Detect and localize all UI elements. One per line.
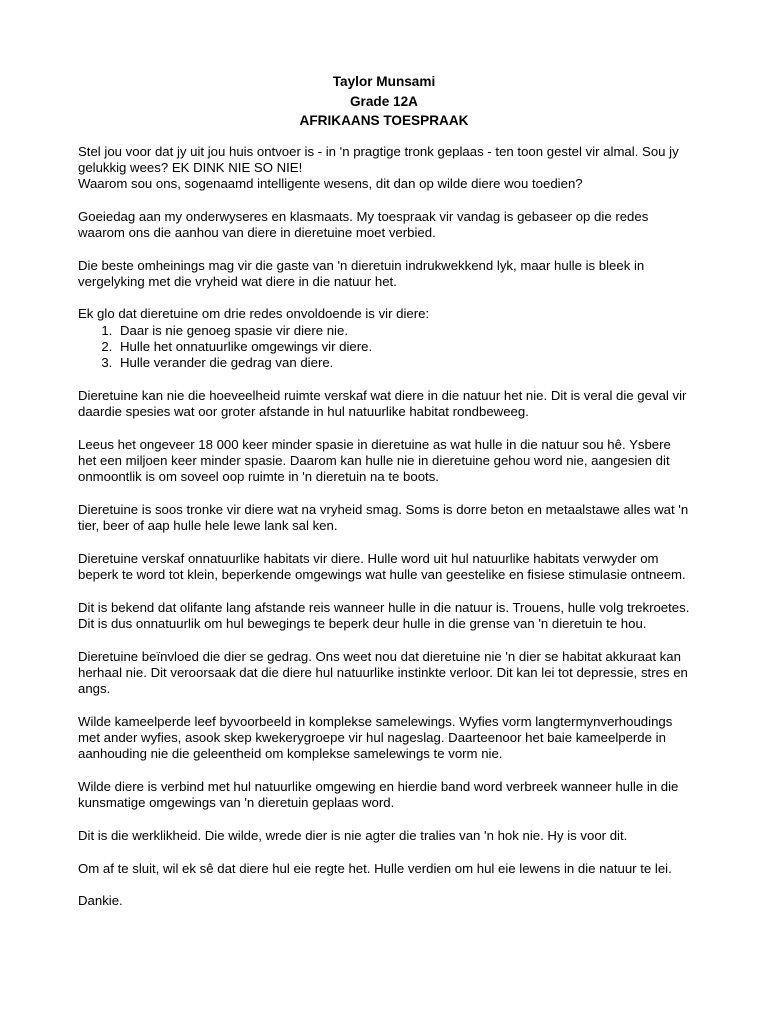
speech-title: AFRIKAANS TOESPRAAK bbox=[299, 113, 469, 128]
paragraph-bond: Wilde diere is verbind met hul natuurlike omgewing en hierdie band word verbreek wanneer hulle in die kunsmatige omgewings van 'n dieretuin geplaas word. bbox=[78, 779, 679, 811]
paragraph-prisons: Dieretuine is soos tronke vir diere wat na vryheid smag. Soms is dorre beton en metaalstawe alles wat 'n tier, beer of aap hulle hele lewe lank sal ken. bbox=[78, 502, 689, 534]
reason-item: 1. Daar is nie genoeg spasie vir diere nie. bbox=[116, 323, 690, 339]
grade-label: Grade 12A bbox=[349, 93, 418, 109]
intro-line-1: Stel jou voor dat jy uit jou huis ontvoer is - in 'n pragtige tronk geplaas - ten toon gestel vir almal. Sou jy gelukkig wees? EK DINK NIE SO NIE! bbox=[78, 143, 679, 175]
reasons-list bbox=[78, 323, 690, 372]
author-name: Taylor Munsami bbox=[332, 74, 436, 89]
intro-line-2: Waarom sou ons, sogenaamd intelligente wesens, dit dan op wilde diere wou toedien? bbox=[78, 176, 583, 192]
reason-item: 2. Hulle het onnatuurlike omgewings vir diere. bbox=[116, 339, 690, 355]
paragraph-habitats: Dieretuine verskaf onnatuurlike habitats vir diere. Hulle word uit hul natuurlike habitats verwyder om beperk te word tot klein, beperkende omgewings wat hulle van geestelike en fisiese stimulasie ontneem. bbox=[78, 550, 686, 583]
reason-item: 3. Hulle verander die gedrag van diere. bbox=[116, 355, 690, 371]
paragraph-space: Dieretuine kan nie die hoeveelheid ruimte verskaf wat diere in die natuur het nie. Dit is veral die geval vir daardie spesies wat oor groter afstande in hul natuurlike habitat rondbeweeg. bbox=[78, 387, 687, 420]
paragraph-enclosures: Die beste omheinings mag vir die gaste van 'n dieretuin indrukwekkend lyk, maar hulle is bleek in vergelyking met die vryheid wat diere in die natuur het. bbox=[78, 257, 645, 289]
intro-paragraph bbox=[78, 144, 690, 193]
document-header bbox=[78, 72, 690, 131]
paragraph-greeting: Goeiedag aan my onderwyseres en klasmaats. My toespraak vir vandag is gebaseer op die redes waarom ons die aanhou van diere in dieretuine moet verbied. bbox=[78, 208, 649, 240]
paragraph-giraffes: Wilde kameelperde leef byvoorbeeld in komplekse samelewings. Wyfies vorm langtermynverhoudings met ander wyfies, asook skep kwekerygroepe vir hul nageslag. Daarteenoor het baie kameelperde in aanhouding nie die geleentheid om komplekse samelewings te vorm nie. bbox=[78, 713, 673, 762]
paragraph-elephants: Dit is bekend dat olifante lang afstande reis wanneer hulle in die natuur is. Trouens, hulle volg trekroetes. Dit is dus onnatuurlik om hul bewegings te beperk deur hulle in die grense van 'n dieretuin te hou. bbox=[78, 599, 690, 632]
reasons-intro: Ek glo dat dieretuine om drie redes onvoldoende is vir diere: bbox=[78, 306, 430, 322]
paragraph-behaviour: Dieretuine beïnvloed die dier se gedrag. Ons weet nou dat dieretuine nie 'n dier se habitat akkuraat kan herhaal nie. Dit veroorsaak dat die diere hul natuurlike instinkte verloor. Dit kan lei tot depressie, stres en angs. bbox=[78, 648, 688, 697]
paragraph-conclusion: Om af te sluit, wil ek sê dat diere hul eie regte het. Hulle verdien om hul eie lewens in die natuur te lei. bbox=[78, 860, 672, 876]
paragraph-lions: Leeus het ongeveer 18 000 keer minder spasie in dieretuine as wat hulle in die natuur sou hê. Ysbere het een miljoen keer minder spasie. Daarom kan hulle nie in dieretuine gehou word nie, aangesien dit onmoontlik is om soveel oop ruimte in 'n dieretuin na te boots. bbox=[78, 436, 671, 485]
paragraph-reality: Dit is die werklikheid. Die wilde, wrede dier is nie agter die tralies van 'n hok nie. Hy is voor dit. bbox=[78, 827, 628, 843]
paragraph-thanks: Dankie. bbox=[78, 893, 123, 909]
